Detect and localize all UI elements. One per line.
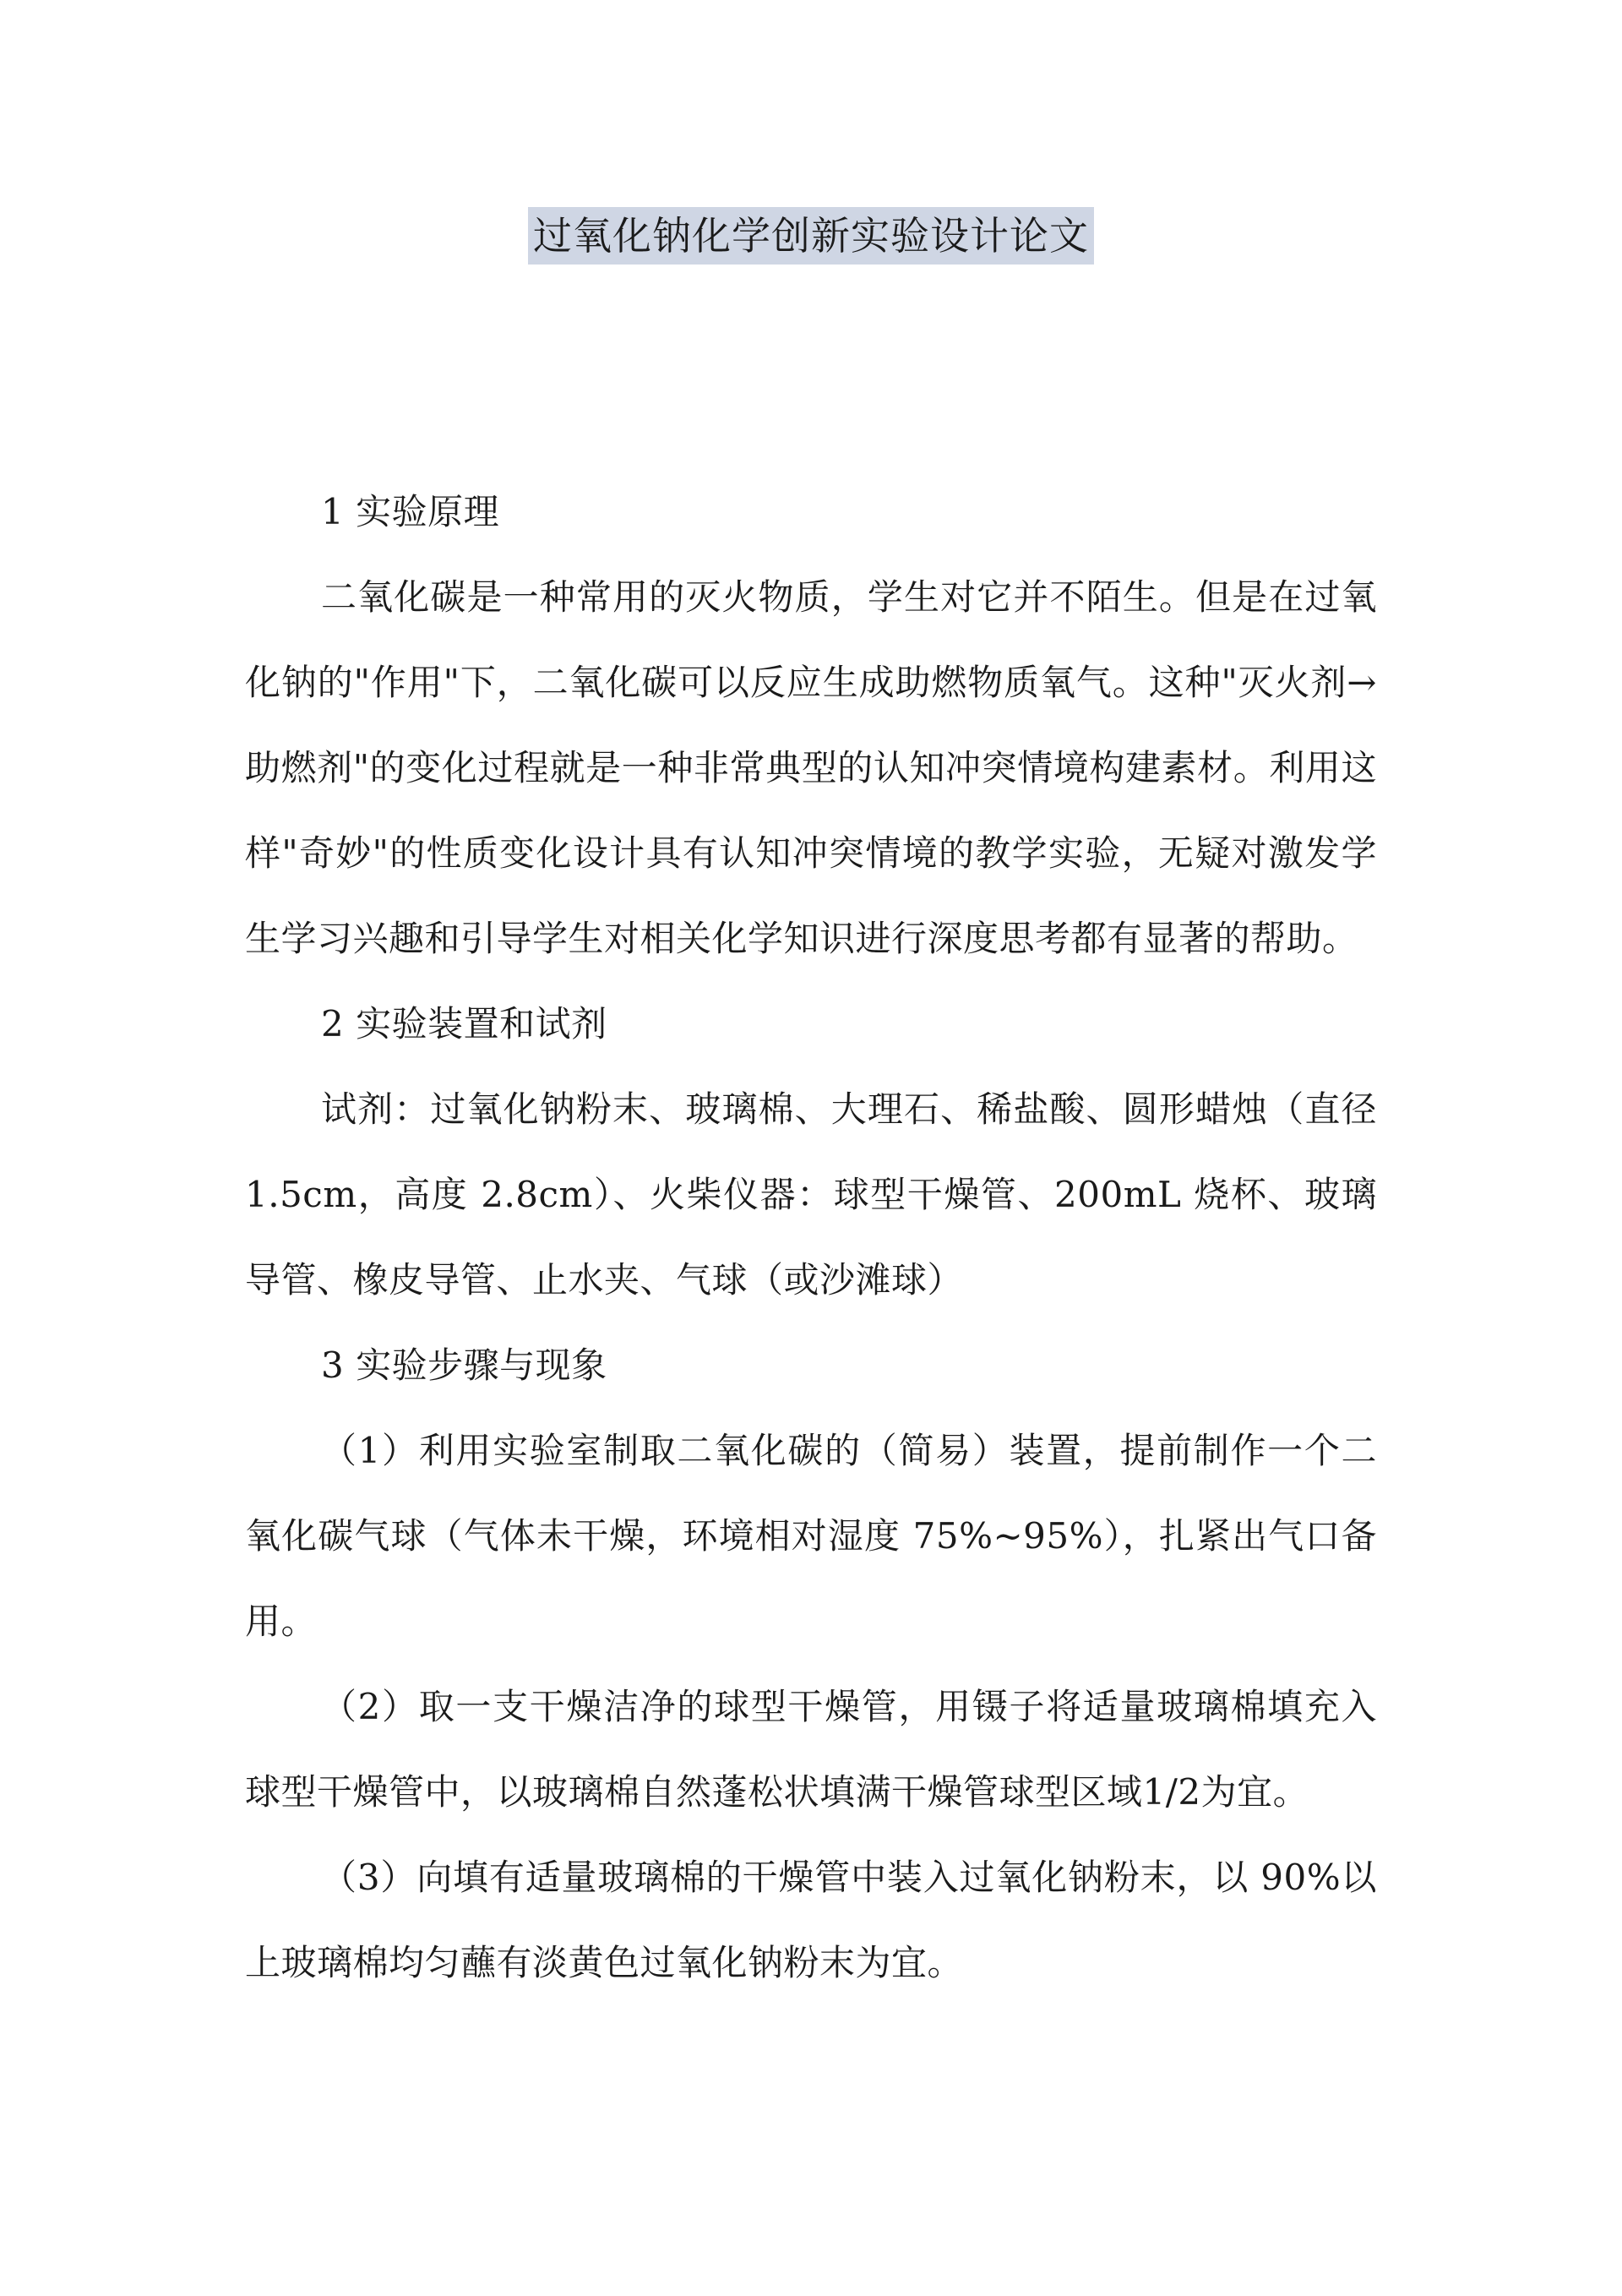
document-title: 过氧化钠化学创新实验设计论文 <box>528 207 1094 265</box>
section-heading-steps: 3 实验步骤与现象 <box>321 1344 607 1386</box>
title-container <box>0 207 1622 265</box>
paragraph-step-1: （1）利用实验室制取二氧化碳的（简易）装置，提前制作一个二氧化碳气球（气体未干燥，环境相对湿度 75%~95%），扎紧出气口备用。 <box>245 1430 1377 1642</box>
paragraph-step-2: （2）取一支干燥洁净的球型干燥管，用镊子将适量玻璃棉填充入球型干燥管中，以玻璃棉自然蓬松状填满干燥管球型区域1/2为宜。 <box>245 1686 1377 1813</box>
paragraph-step-3: （3）向填有适量玻璃棉的干燥管中装入过氧化钠粉末，以 90%以上玻璃棉均匀蘸有淡黄色过氧化钠粉末为宜。 <box>245 1857 1377 1983</box>
section-heading-principle: 1 实验原理 <box>321 491 500 532</box>
paragraph-reagents: 试剂：过氧化钠粉末、玻璃棉、大理石、稀盐酸、圆形蜡烛（直径 1.5cm，高度 2.8cm）、火柴仪器：球型干燥管、200mL 烧杯、玻璃导管、橡皮导管、止水夹、气球（或沙滩球） <box>245 1088 1377 1301</box>
document-body <box>245 469 1377 2005</box>
paragraph-principle: 二氧化碳是一种常用的灭火物质，学生对它并不陌生。但是在过氧化钠的"作用"下，二氧化碳可以反应生成助燃物质氧气。这种"灭火剂→助燃剂"的变化过程就是一种非常典型的认知冲突情境构建素材。利用这样"奇妙"的性质变化设计具有认知冲突情境的教学实验，无疑对激发学生学习兴趣和引导学生对相关化学知识进行深度思考都有显著的帮助。 <box>245 576 1377 959</box>
section-heading-apparatus: 2 实验装置和试剂 <box>321 1003 607 1044</box>
